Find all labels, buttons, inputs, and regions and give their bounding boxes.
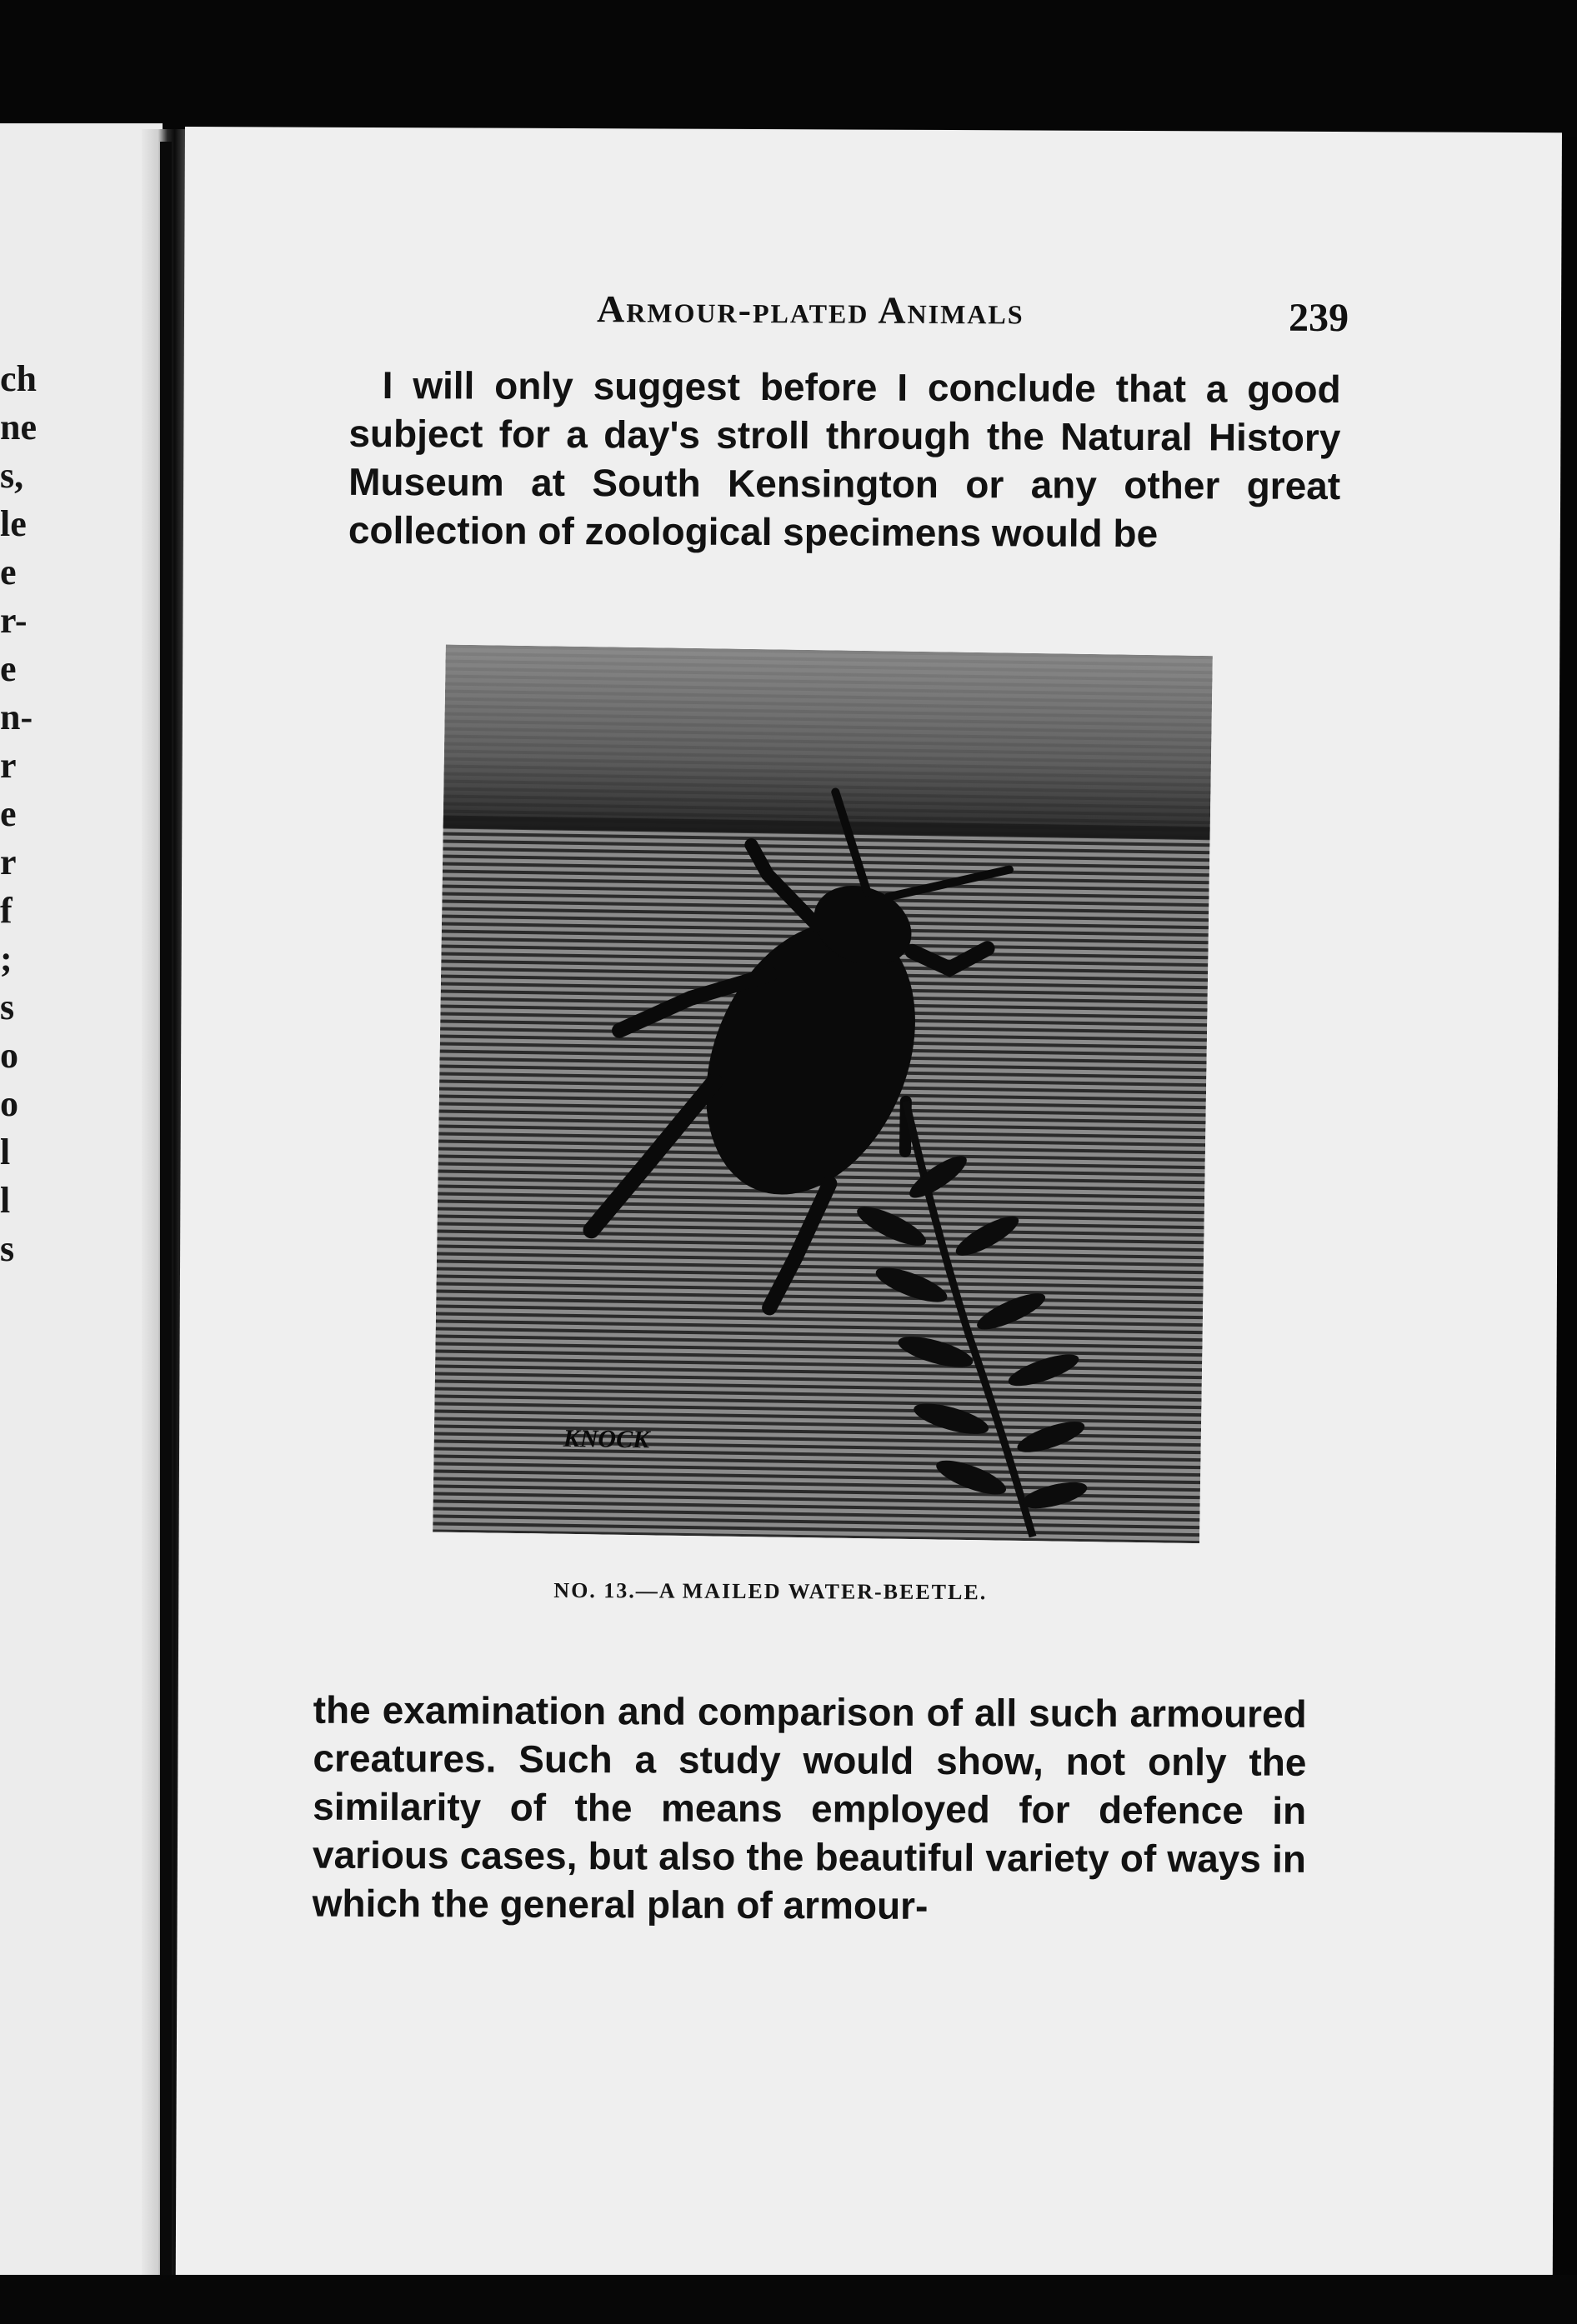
left-page-fragment: n- bbox=[0, 697, 33, 737]
left-page-fragment: l bbox=[0, 1180, 11, 1221]
left-page-fragment: ; bbox=[0, 938, 13, 979]
left-page-fragment: s bbox=[0, 987, 15, 1027]
book-spine bbox=[160, 142, 172, 2283]
left-page-fragment: r- bbox=[0, 600, 28, 641]
left-page-fragment: e bbox=[0, 793, 17, 834]
right-page bbox=[176, 127, 1562, 2281]
left-page-fragment: ne bbox=[0, 407, 37, 447]
paragraph-top: I will only suggest before I conclude that a good subject for a day's stroll through the Natural History Museum at South Kensington or any other great collection of zoological specimens would be bbox=[348, 363, 1341, 556]
left-page-fragment: e bbox=[0, 648, 17, 689]
left-page-fragment: ch bbox=[0, 358, 37, 399]
left-page-fragment: s bbox=[0, 1228, 15, 1269]
water-surface bbox=[443, 645, 1213, 840]
paragraph-bottom: the examination and comparison of all such armoured creatures. Such a study would show, not only the similarity of the means employed for defence in various cases, but also the beautiful variety of ways in which the general plan of armour- bbox=[312, 1687, 1307, 1927]
scan-bottom-border bbox=[0, 2275, 1577, 2324]
left-page bbox=[0, 123, 163, 2290]
left-page-fragment: le bbox=[0, 503, 27, 544]
left-page-fragment: f bbox=[0, 890, 13, 931]
left-page-fragment: r bbox=[0, 842, 17, 882]
left-page-fragment: r bbox=[0, 745, 17, 786]
left-page-fragment: e bbox=[0, 552, 17, 592]
page-number: 239 bbox=[1288, 295, 1349, 341]
left-page-fragment: s, bbox=[0, 455, 24, 496]
left-page-fragment: o bbox=[0, 1083, 18, 1124]
beetle-illustration bbox=[433, 645, 1213, 1544]
running-head bbox=[596, 287, 1349, 341]
water-beetle-engraving bbox=[433, 645, 1213, 1544]
engraver-signature: KNOCK bbox=[563, 1424, 650, 1454]
left-page-fragment: l bbox=[0, 1132, 11, 1172]
running-head-title: Armour-plated Animals bbox=[596, 287, 1024, 332]
figure-caption: NO. 13.—A MAILED WATER-BEETLE. bbox=[553, 1577, 988, 1605]
left-page-fragment: o bbox=[0, 1035, 18, 1076]
scan-top-border bbox=[0, 0, 1577, 137]
